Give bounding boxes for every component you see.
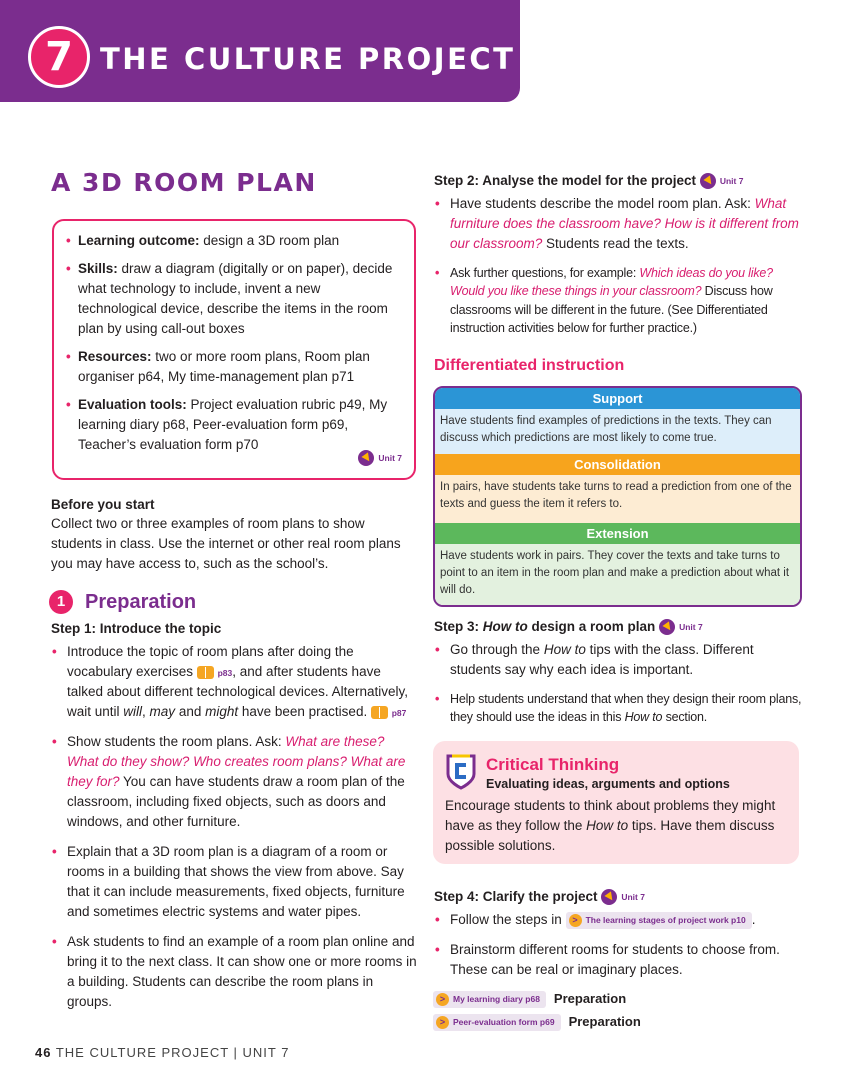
differentiated-instruction-table [433, 386, 802, 607]
learning-outcomes-box [52, 219, 416, 480]
cursor-icon [601, 889, 617, 905]
step4-heading: Step 4: Clarify the project Unit 7 [434, 889, 645, 904]
page-ref[interactable]: p83 [217, 667, 233, 678]
peer-evaluation-link[interactable]: > Peer-evaluation form p69 [433, 1014, 561, 1031]
differentiated-instruction-heading: Differentiated instruction [434, 357, 625, 374]
extension-header: Extension [435, 523, 800, 544]
unit-link-badge[interactable]: Unit 7 [601, 889, 645, 905]
unit-link-badge[interactable]: Unit 7 [358, 450, 402, 466]
list-item: • Ask further questions, for example: Which ideas do you like? Would you like these things in your classroom? Discuss how classrooms will be different in the future. (See Differentiated instruction activities below for further practice.) [434, 264, 802, 338]
preparation-heading: Preparation [85, 591, 197, 613]
list-item: • Go through the How to tips with the class. Different students say why each idea is important. [434, 640, 802, 680]
learning-diary-link[interactable]: > My learning diary p68 [433, 991, 546, 1008]
support-header: Support [435, 388, 800, 409]
arrow-right-icon: > [569, 914, 582, 927]
step3-heading: Step 3: How to design a room plan Unit 7 [434, 619, 703, 634]
stage-number-badge: 1 [49, 590, 73, 614]
list-item: • Ask students to find an example of a room plan online and bring it to the next class. It can show one or more rooms in a building. Students can describe the room plans in groups. [51, 932, 419, 1012]
extension-text: Have students work in pairs. They cover the texts and take turns to point to an item in the room plan and make a prediction about what it will do. [435, 544, 800, 607]
cursor-icon [700, 173, 716, 189]
step4-list [434, 910, 802, 990]
page-footer: 46 THE CULTURE PROJECT | UNIT 7 [35, 1045, 290, 1060]
arrow-right-icon: > [436, 993, 449, 1006]
critical-thinking-title: Critical Thinking [486, 755, 620, 774]
unit-header-title: THE CULTURE PROJECT [100, 42, 516, 76]
unit-header-banner [0, 0, 520, 102]
page-ref[interactable]: p87 [391, 707, 407, 718]
list-item: • Show students the room plans. Ask: What are these? What do they show? Who creates room plans? What are they for? You can have students draw a room plan of the classroom, including fixed objects, such as doors and windows, and other furniture. [51, 732, 419, 832]
step3-list [434, 640, 802, 737]
before-you-start-text: Collect two or three examples of room plans to show students in class. Use the internet or other real room plans you may have access to, such as the school’s. [51, 516, 401, 571]
before-you-start-heading: Before you start [51, 497, 155, 512]
consolidation-header: Consolidation [435, 454, 800, 475]
page-number: 46 [35, 1045, 52, 1060]
outcome-item: • Learning outcome: design a 3D room plan [66, 231, 400, 251]
step2-heading: Step 2: Analyse the model for the project Unit 7 [434, 173, 744, 188]
critical-thinking-subtitle: Evaluating ideas, arguments and options [486, 777, 730, 791]
arrow-right-icon: > [436, 1016, 449, 1029]
book-icon [197, 666, 214, 679]
reference-row: > Peer-evaluation form p69 Preparation [433, 1013, 641, 1032]
list-item: • Explain that a 3D room plan is a diagram of a room or rooms in a building that shows the view from above. Say that it can include measurements, fixed objects, furniture and sometimes electric systems and water pipes. [51, 842, 419, 922]
support-text: Have students find examples of predictions in the texts. They can discuss which predictions are most likely to come true. [435, 409, 800, 454]
step1-heading: Step 1: Introduce the topic [51, 621, 222, 636]
unit-link-badge[interactable]: Unit 7 [700, 173, 744, 189]
project-stages-link[interactable]: > The learning stages of project work p10 [566, 912, 752, 929]
unit-number-badge: 7 [28, 26, 90, 88]
list-item: • Introduce the topic of room plans after doing the vocabulary exercises p83, and after students have talked about different technological devices. Alternatively, wait until will, may and might have been practised. p87 [51, 642, 419, 722]
critical-thinking-shield-icon [445, 754, 477, 790]
cursor-icon [358, 450, 374, 466]
list-item: • Help students understand that when they design their room plans, they should use the ideas in this How to section. [434, 690, 802, 727]
cursor-icon [659, 619, 675, 635]
step2-list [434, 194, 802, 348]
consolidation-text: In pairs, have students take turns to read a prediction from one of the texts and guess the item it refers to. [435, 475, 800, 523]
outcome-item: • Skills: draw a diagram (digitally or on paper), decide what technology to include, invent a new technological device, describe the items in the room plan by using call-out boxes [66, 259, 400, 339]
list-item: • Have students describe the model room plan. Ask: What furniture does the classroom have? How is it different from our classroom? Students read the texts. [434, 194, 802, 254]
unit-link-badge[interactable]: Unit 7 [659, 619, 703, 635]
reference-row: > My learning diary p68 Preparation [433, 990, 626, 1009]
outcome-item: • Evaluation tools: Project evaluation rubric p49, My learning diary p68, Peer-evaluation form p69, Teacher’s evaluation form p70 [66, 395, 400, 455]
critical-thinking-text: Encourage students to think about problems they might have as they follow the How to tips. Have them discuss possible solutions. [445, 798, 776, 853]
list-item: • Follow the steps in > The learning stages of project work p10 . [434, 910, 802, 930]
outcome-item: • Resources: two or more room plans, Room plan organiser p64, My time-management plan p71 [66, 347, 400, 387]
step1-list [51, 642, 419, 1021]
page-title: A 3D ROOM PLAN [51, 168, 317, 197]
book-icon [371, 706, 388, 719]
list-item: • Brainstorm different rooms for students to choose from. These can be real or imaginary places. [434, 940, 802, 980]
